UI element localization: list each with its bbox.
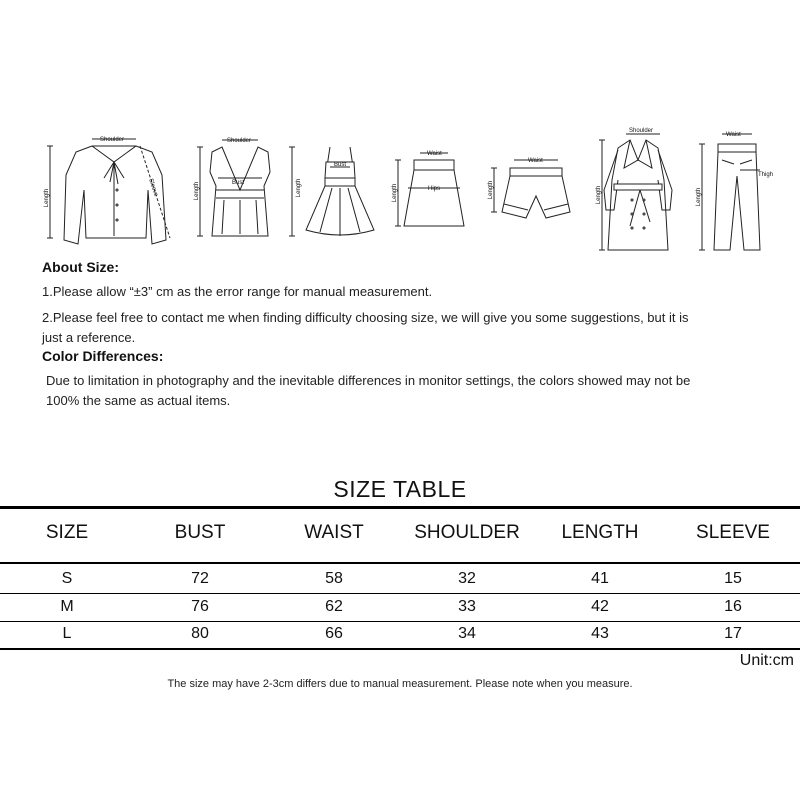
label-waist: Waist: [726, 132, 741, 138]
cell-sleeve: 16: [724, 598, 742, 615]
cell-bust: 80: [191, 625, 209, 642]
row-divider: [0, 621, 800, 622]
table-row: [0, 570, 800, 594]
color-differences-heading: Color Differences:: [42, 348, 164, 364]
cell-length: 42: [591, 598, 609, 615]
label-length: Length: [488, 180, 494, 200]
trench-coat-diagram: [599, 134, 672, 250]
table-top-rule: [0, 506, 800, 509]
about-size-heading: About Size:: [42, 259, 119, 275]
about-size-line-1: 1.Please allow “±3” cm as the error range for manual measurement.: [42, 284, 433, 299]
header-shoulder: SHOULDER: [414, 522, 520, 543]
cell-bust: 72: [191, 570, 209, 587]
size-table-title: SIZE TABLE: [333, 476, 467, 502]
measurement-diagrams: [0, 0, 800, 260]
table-row: [0, 598, 800, 622]
header-bottom-rule: [0, 562, 800, 564]
cell-waist: 66: [325, 625, 343, 642]
header-size: SIZE: [45, 522, 89, 543]
label-shoulder: Shoulder: [629, 128, 654, 134]
header-length: LENGTH: [561, 522, 639, 543]
about-size-line-2a: 2.Please feel free to contact me when finding difficulty choosing size, we will give you some suggestions, but it is: [42, 310, 689, 325]
cell-sleeve: 17: [724, 625, 742, 642]
size-footnote: The size may have 2-3cm differs due to manual measurement. Please note when you measure.: [167, 678, 633, 690]
header-waist: WAIST: [304, 522, 364, 543]
cell-sleeve: 15: [724, 570, 742, 587]
cell-shoulder: 33: [458, 598, 476, 615]
cell-length: 41: [591, 570, 609, 587]
cell-shoulder: 32: [458, 570, 476, 587]
header-bust: BUST: [174, 522, 226, 543]
label-bust: Bust: [232, 180, 245, 186]
label-shoulder: Shoulder: [227, 138, 252, 144]
label-length: Length: [296, 178, 302, 198]
label-length: Length: [696, 187, 702, 207]
row-divider: [0, 593, 800, 594]
table-row: [0, 625, 800, 649]
label-waist: Waist: [528, 158, 543, 164]
cell-waist: 62: [325, 598, 343, 615]
label-length: Length: [392, 183, 398, 203]
color-line-2: 100% the same as actual items.: [46, 393, 231, 408]
label-shoulder: Shoulder: [100, 137, 125, 143]
cell-waist: 58: [325, 570, 343, 587]
label-hips: Hips: [428, 186, 441, 192]
cell-length: 43: [591, 625, 609, 642]
label-sleeve: Sleeve: [147, 178, 159, 198]
shorts-diagram: [491, 160, 570, 218]
unit-label: Unit:cm: [739, 652, 794, 669]
cell-size: L: [62, 625, 72, 642]
color-line-1: Due to limitation in photography and the inevitable differences in monitor settings, the colors showed may not be: [46, 373, 691, 388]
header-sleeve: SLEEVE: [696, 522, 770, 543]
table-bottom-rule: [0, 648, 800, 650]
label-thigh: Thigh: [758, 172, 774, 178]
cell-bust: 76: [191, 598, 209, 615]
cell-shoulder: 34: [458, 625, 476, 642]
label-length: Length: [44, 188, 50, 208]
table-header-row: [0, 522, 800, 546]
label-waist: Waist: [427, 151, 442, 157]
label-length: Length: [194, 181, 200, 201]
vest-diagram: [197, 140, 270, 236]
cell-size: M: [60, 598, 74, 615]
pants-diagram: [699, 134, 760, 250]
label-length: Length: [596, 185, 602, 205]
cell-size: S: [61, 570, 73, 587]
about-size-line-2b: just a reference.: [42, 330, 136, 345]
label-bust: Bust: [334, 162, 347, 168]
